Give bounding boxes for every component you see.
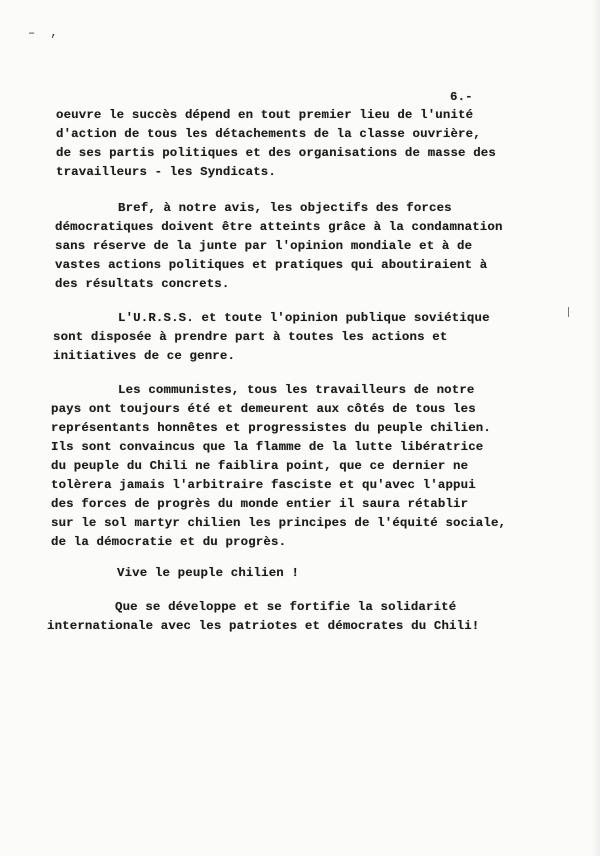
paragraph-6-line-1: Que se développe et se fortifie la solidarité xyxy=(115,600,457,614)
paragraph-1-line-1: oeuvre le succès dépend en tout premier lieu de l'unité xyxy=(56,108,474,122)
paragraph-3-line-3: initiatives de ce genre. xyxy=(53,349,236,363)
paragraph-3-line-1: L'U.R.S.S. et toute l'opinion publique soviétique xyxy=(118,311,490,325)
paragraph-4-line-1: Les communistes, tous les travailleurs de notre xyxy=(118,383,475,397)
paragraph-1-line-4: travailleurs - les Syndicats. xyxy=(56,165,276,179)
paragraph-4-line-6: tolèrera jamais l'arbitraire fasciste et qu'avec l'appui xyxy=(51,478,476,492)
paragraph-5-line-1: Vive le peuple chilien ! xyxy=(117,566,300,580)
paragraph-4-line-5: du peuple du Chili ne faiblira point, que ce dernier ne xyxy=(51,459,469,473)
paragraph-4-line-9: de la démocratie et du progrès. xyxy=(51,535,287,549)
paragraph-2-line-5: des résultats concrets. xyxy=(55,277,230,291)
paragraph-1-line-3: de ses partis politiques et des organisations de masse des xyxy=(56,146,496,160)
paragraph-2-line-2: démocratiques doivent être atteints grâce à la condamnation xyxy=(55,220,503,234)
margin-mark xyxy=(568,307,569,317)
paragraph-1-line-2: d'action de tous les détachements de la classe ouvrière, xyxy=(56,127,481,141)
paragraph-2-line-1: Bref, à notre avis, les objectifs des forces xyxy=(118,201,452,215)
paragraph-4-line-7: des forces de progrès du monde entier il saura rétablir xyxy=(51,497,469,511)
paragraph-6-line-2: internationale avec les patriotes et démocrates du Chili! xyxy=(47,619,480,633)
paragraph-4-line-4: Ils sont convaincus que la flamme de la lutte libératrice xyxy=(51,440,484,454)
paragraph-3-line-2: sont disposée à prendre part à toutes les actions et xyxy=(53,330,448,344)
paragraph-2-line-4: vastes actions politiques et pratiques qui aboutiraient à xyxy=(55,258,488,272)
paragraph-2-line-3: sans réserve de la junte par l'opinion mondiale et à de xyxy=(55,239,473,253)
paragraph-4-line-2: pays ont toujours été et demeurent aux côtés de tous les xyxy=(51,402,476,416)
corner-mark: ‒ , xyxy=(28,26,62,40)
page-number: 6.- xyxy=(450,90,473,104)
paragraph-4-line-8: sur le sol martyr chilien les principes de l'équité sociale, xyxy=(51,516,507,530)
paragraph-4-line-3: représentants honnêtes et progressistes du peuple chilien. xyxy=(51,421,491,435)
